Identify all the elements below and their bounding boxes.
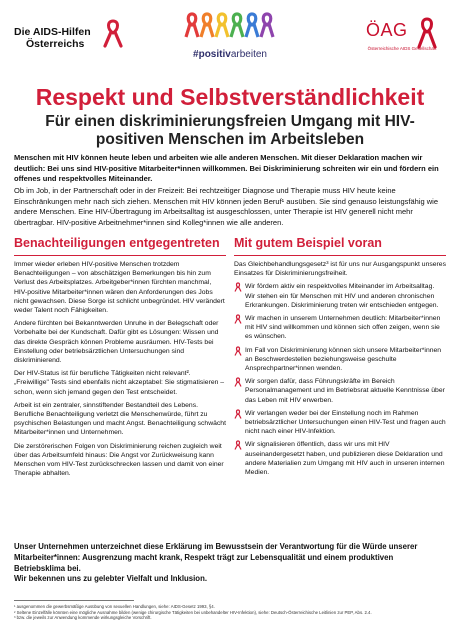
red-ribbon-bullet-icon: [234, 346, 242, 356]
right-column-divider: [234, 255, 446, 256]
commitment-item: [234, 440, 446, 477]
footnote: ² Seltene Einzelfälle könnten eine mögliche Ausnahme bilden (wenige chirurgische Tätigkeiten bei unbehandelter HIV-Infektion), siehe: Deutsch-Österreichische Leitlinien zur PEP, Abs. 2.4.: [14, 609, 372, 615]
red-ribbon-bullet-icon: [234, 409, 242, 419]
intro-bold-paragraph: Menschen mit HIV können heute leben und arbeiten wie alle anderen Menschen. Mit dieser Deklaration machen wir deutlich: Bei uns sind HIV-positive Mitarbeiter*innen willkommen. Bei Diskriminierung schreiten wir ein und fördern ein offenes und respektvolles Miteinander.: [14, 153, 439, 183]
left-column-heading: Benachteiligungen entgegentreten: [14, 236, 220, 250]
hashtag-bold: #positiv: [193, 49, 231, 60]
red-ribbon-icon: [102, 18, 124, 48]
page-subtitle: Für einen diskriminierungsfreien Umgang mit HIV-positiven Menschen im Arbeitsleben: [45, 113, 415, 148]
left-column-divider: [14, 255, 226, 256]
footnote: ¹ ausgenommen die gewerbsmäßige Ausübung von sexuellen Handlungen, siehe: AIDS-Gesetz 1993, §4.: [14, 604, 215, 609]
left-paragraph: Die zerstörerischen Folgen von Diskriminierung reichen zugleich weit über das Arbeitsumfeld hinaus: Die Angst vor Zurückweisung kann Menschen vom HIV-Test zurückschrecken lassen und damit von einer Therapie abhalten.: [14, 442, 224, 478]
hashtag-rest: arbeiten: [230, 49, 267, 60]
right-column: [234, 236, 446, 481]
red-ribbon-icon: [416, 16, 438, 50]
intro-paragraph: Ob im Job, in der Partnerschaft oder in der Freizeit: Bei rechtzeitiger Diagnose und Therapie muss HIV heute keine Einschränkungen mehr nach sich ziehen. Menschen mit HIV können jeden Beruf¹ ausüben. Sie sind genauso leistungsfähig wie andere Menschen. Eine HIV-Übertragung im Arbeitsalltag ist ausgeschlossen, unter Therapie ist HIV generell nicht mehr übertragbar. HIV-positive Arbeitnehmer*innen sind Kolleg*innen wie alle anderen.: [14, 186, 439, 227]
page-title: Respekt und Selbstverständlichkeit: [35, 84, 425, 110]
footnote: ³ bzw. die jeweils zur Anwendung kommende wirkungsgleiche Vorschrift.: [14, 615, 152, 621]
footnote-divider: [14, 600, 134, 601]
commitment-text: Im Fall von Diskriminierung können sich unsere Mitarbeiter*innen an Beschwerdestellen beziehungsweise geschulte Ansprechpartner*innen wenden.: [245, 346, 442, 373]
oeag-logo: [352, 18, 452, 64]
oeag-logo-text: ÖAG: [366, 20, 408, 40]
oeag-logo-subtitle: Österreichische AIDS Gesellschaft: [367, 46, 437, 51]
closing-statement: [14, 542, 446, 585]
left-paragraph: Arbeit ist ein zentraler, sinnstiftender Bestandteil des Lebens. Berufliche Benachteiligung verletzt die Menschenwürde, führt zu psychischen Belastungen und macht Angst. Benachteiligung schwächt Mitarbeiter*innen und Unternehmen.: [14, 401, 226, 437]
left-column: [14, 236, 226, 482]
red-ribbon-bullet-icon: [234, 377, 242, 387]
header: [0, 0, 460, 72]
commitment-text: Wir verlangen weder bei der Einstellung noch im Rahmen betriebsärztlicher Untersuchungen einen HIV-Test und fragen auch nicht nach einer HIV-Infektion.: [245, 409, 446, 436]
red-ribbon-bullet-icon: [234, 440, 242, 450]
commitment-text: Wir machen in unserem Unternehmen deutlich: Mitarbeiter*innen mit HIV sind willkommen und können sich offen zeigen, wenn sie es wünschen.: [245, 315, 441, 341]
red-ribbon-bullet-icon: [234, 282, 242, 292]
commitment-item: [234, 282, 446, 310]
commitment-item: [234, 377, 446, 405]
red-ribbon-bullet-icon: [234, 314, 242, 324]
aids-hilfen-logo: [14, 26, 134, 60]
closing-line: Unser Unternehmen unterzeichnet diese Erklärung im Bewusstsein der Verantwortung für die Würde unserer Mitarbeiter*innen: Ausgrenzung macht krank, Respekt trägt zur Lebensqualität und einem produktiven Betriebsklima bei.: [14, 542, 418, 573]
commitment-item: [234, 409, 446, 437]
aids-hilfen-logo-line1: Die AIDS-Hilfen: [14, 26, 91, 38]
left-paragraph: Der HIV-Status ist für berufliche Tätigkeiten nicht relevant². „Freiwillige" Tests sind ebenfalls nicht akzeptabel: Sie stigmatisieren – schon, wenn sich jemand gegen den Test entscheidet.: [14, 370, 225, 396]
left-paragraph: Andere fürchten bei Bekanntwerden Unruhe in der Belegschaft oder Vorbehalte bei der Kundschaft. Dafür gibt es Lösungen: Wissen und das direkte Gespräch können Probleme ausräumen. HIV-Tests bei Einstellung oder betriebsärztlichen Untersuchungen sind diskriminierend.: [14, 320, 219, 365]
positiv-arbeiten-logo: [184, 10, 276, 66]
footnotes: [14, 604, 446, 621]
commitment-item: [234, 346, 446, 374]
commitment-text: Wir sorgen dafür, dass Führungskräfte im Bereich Personalmanagement und im Betriebsrat aktuelle Kenntnisse über das Leben mit HIV erwerben.: [245, 378, 445, 404]
positiv-arbeiten-hashtag: [184, 49, 276, 60]
aids-hilfen-logo-line2: Österreichs: [26, 38, 85, 50]
right-column-intro: Das Gleichbehandlungsgesetz³ ist für uns nur Ausgangspunkt unseres Einsatzes für Diskriminierungsfreiheit.: [234, 261, 446, 278]
rainbow-ribbons-icon: [184, 10, 276, 42]
commitment-text: Wir signalisieren öffentlich, dass wir uns mit HIV auseinandergesetzt haben, und publizieren diese Deklaration und andere Materialien zum Umgang mit HIV auch in unseren internen Medien.: [245, 441, 445, 477]
left-paragraph: Immer wieder erleben HIV-positive Menschen trotzdem Benachteiligungen – von abschätzigen Bemerkungen bis hin zum Verlust des Arbeitsplatzes. Arbeitgeber*innen fürchten manchmal, HIV-positive Mitarbeiter*innen wären den Anforderungen des Jobs nicht gewachsen. Diese Sorge ist schlicht unbegründet. HIV verändert weder Talent noch Fähigkeiten.: [14, 261, 225, 315]
commitment-item: [234, 314, 446, 342]
right-column-heading: Mit gutem Beispiel voran: [234, 236, 382, 250]
closing-line: Wir bekennen uns zu gelebter Vielfalt und Inklusion.: [14, 574, 208, 584]
commitment-text: Wir fördern aktiv ein respektvolles Miteinander im Arbeitsalltag. Wir stehen ein für Menschen mit HIV und anderen chronischen Erkrankungen. Diskriminierung treten wir entschieden entgegen.: [245, 283, 439, 309]
